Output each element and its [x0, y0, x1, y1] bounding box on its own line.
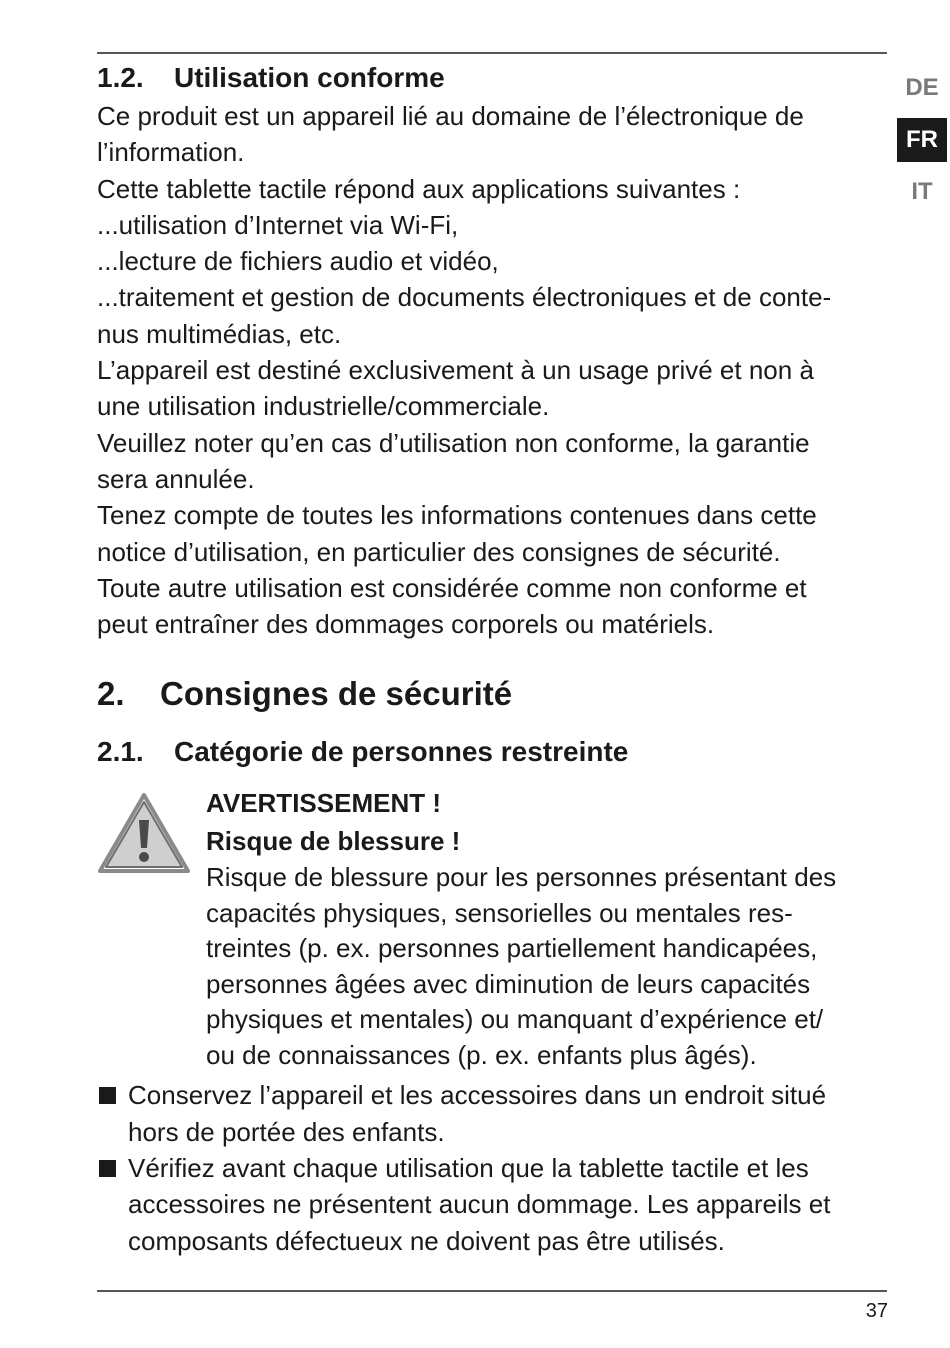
language-tab-it[interactable]: IT [911, 178, 933, 205]
text-line: ...traitement et gestion de documents électroniques et de conte- [97, 282, 832, 313]
text-line: une utilisation industrielle/commerciale. [97, 391, 550, 422]
section-title: Catégorie de personnes restreinte [174, 736, 629, 768]
section-number: 2. [97, 675, 125, 713]
text-line: Cette tablette tactile répond aux applications suivantes : [97, 173, 741, 204]
page-number: 37 [865, 1300, 888, 1322]
warning-line: personnes âgées avec diminution de leurs capacités [206, 968, 811, 999]
bullet-line: hors de portée des enfants. [128, 1116, 445, 1147]
text-line: peut entraîner des dommages corporels ou matériels. [97, 609, 715, 640]
text-line: l’information. [97, 137, 245, 168]
bullet-item [97, 1150, 887, 1259]
warning-triangle-icon [97, 792, 191, 874]
bullet-square-icon [99, 1160, 116, 1177]
bullet-item [97, 1077, 887, 1150]
text-line: Toute autre utilisation est considérée comme non conforme et [97, 572, 807, 603]
warning-subtitle: Risque de blessure ! [206, 826, 461, 857]
section-heading-2-1 [97, 732, 887, 772]
text-line: Tenez compte de toutes les informations contenues dans cette [97, 500, 817, 531]
text-line: ...lecture de fichiers audio et vidéo, [97, 246, 499, 277]
warning-line: treintes (p. ex. personnes partiellement handicapées, [206, 933, 818, 964]
section-number: 1.2. [97, 62, 144, 93]
section-number: 2.1. [97, 736, 144, 768]
top-rule [97, 52, 887, 54]
language-tab-de[interactable]: DE [905, 74, 939, 101]
section-title: Consignes de sécurité [160, 675, 513, 713]
bullet-line: composants défectueux ne doivent pas être utilisés. [128, 1225, 725, 1256]
warning-title: AVERTISSEMENT ! [206, 788, 441, 819]
text-line: L’appareil est destiné exclusivement à un usage privé et non à [97, 355, 814, 386]
bullet-line: accessoires ne présentent aucun dommage. Les appareils et [128, 1189, 831, 1220]
text-line: notice d’utilisation, en particulier des consignes de sécurité. [97, 536, 781, 567]
bullet-list [97, 1077, 887, 1258]
bottom-rule [97, 1290, 887, 1292]
bullet-square-icon [99, 1087, 116, 1104]
warning-block [97, 784, 887, 1073]
bullet-line: Vérifiez avant chaque utilisation que la tablette tactile et les [128, 1153, 809, 1184]
text-line: ...utilisation d’Internet via Wi-Fi, [97, 209, 459, 240]
warning-line: physiques et mentales) ou manquant d’expérience et/ [206, 1004, 824, 1035]
language-tab-fr[interactable]: FR [897, 118, 947, 162]
page-content [97, 58, 887, 1259]
text-line: sera annulée. [97, 463, 255, 494]
text-line: nus multimédias, etc. [97, 318, 342, 349]
section-1-2-body [97, 98, 887, 642]
text-line: Veuillez noter qu’en cas d’utilisation non conforme, la garantie [97, 427, 810, 458]
warning-line: capacités physiques, sensorielles ou mentales res- [206, 897, 793, 928]
bullet-line: Conservez l’appareil et les accessoires dans un endroit situé [128, 1080, 827, 1111]
warning-line: Risque de blessure pour les personnes présentant des [206, 862, 837, 893]
section-heading-1-2 [97, 58, 887, 98]
warning-line: ou de connaissances (p. ex. enfants plus âgés). [206, 1039, 757, 1070]
language-tabs [897, 66, 947, 222]
section-heading-2 [97, 672, 887, 716]
text-line: Ce produit est un appareil lié au domaine de l’électronique de [97, 101, 804, 131]
section-title: Utilisation conforme [174, 62, 445, 93]
